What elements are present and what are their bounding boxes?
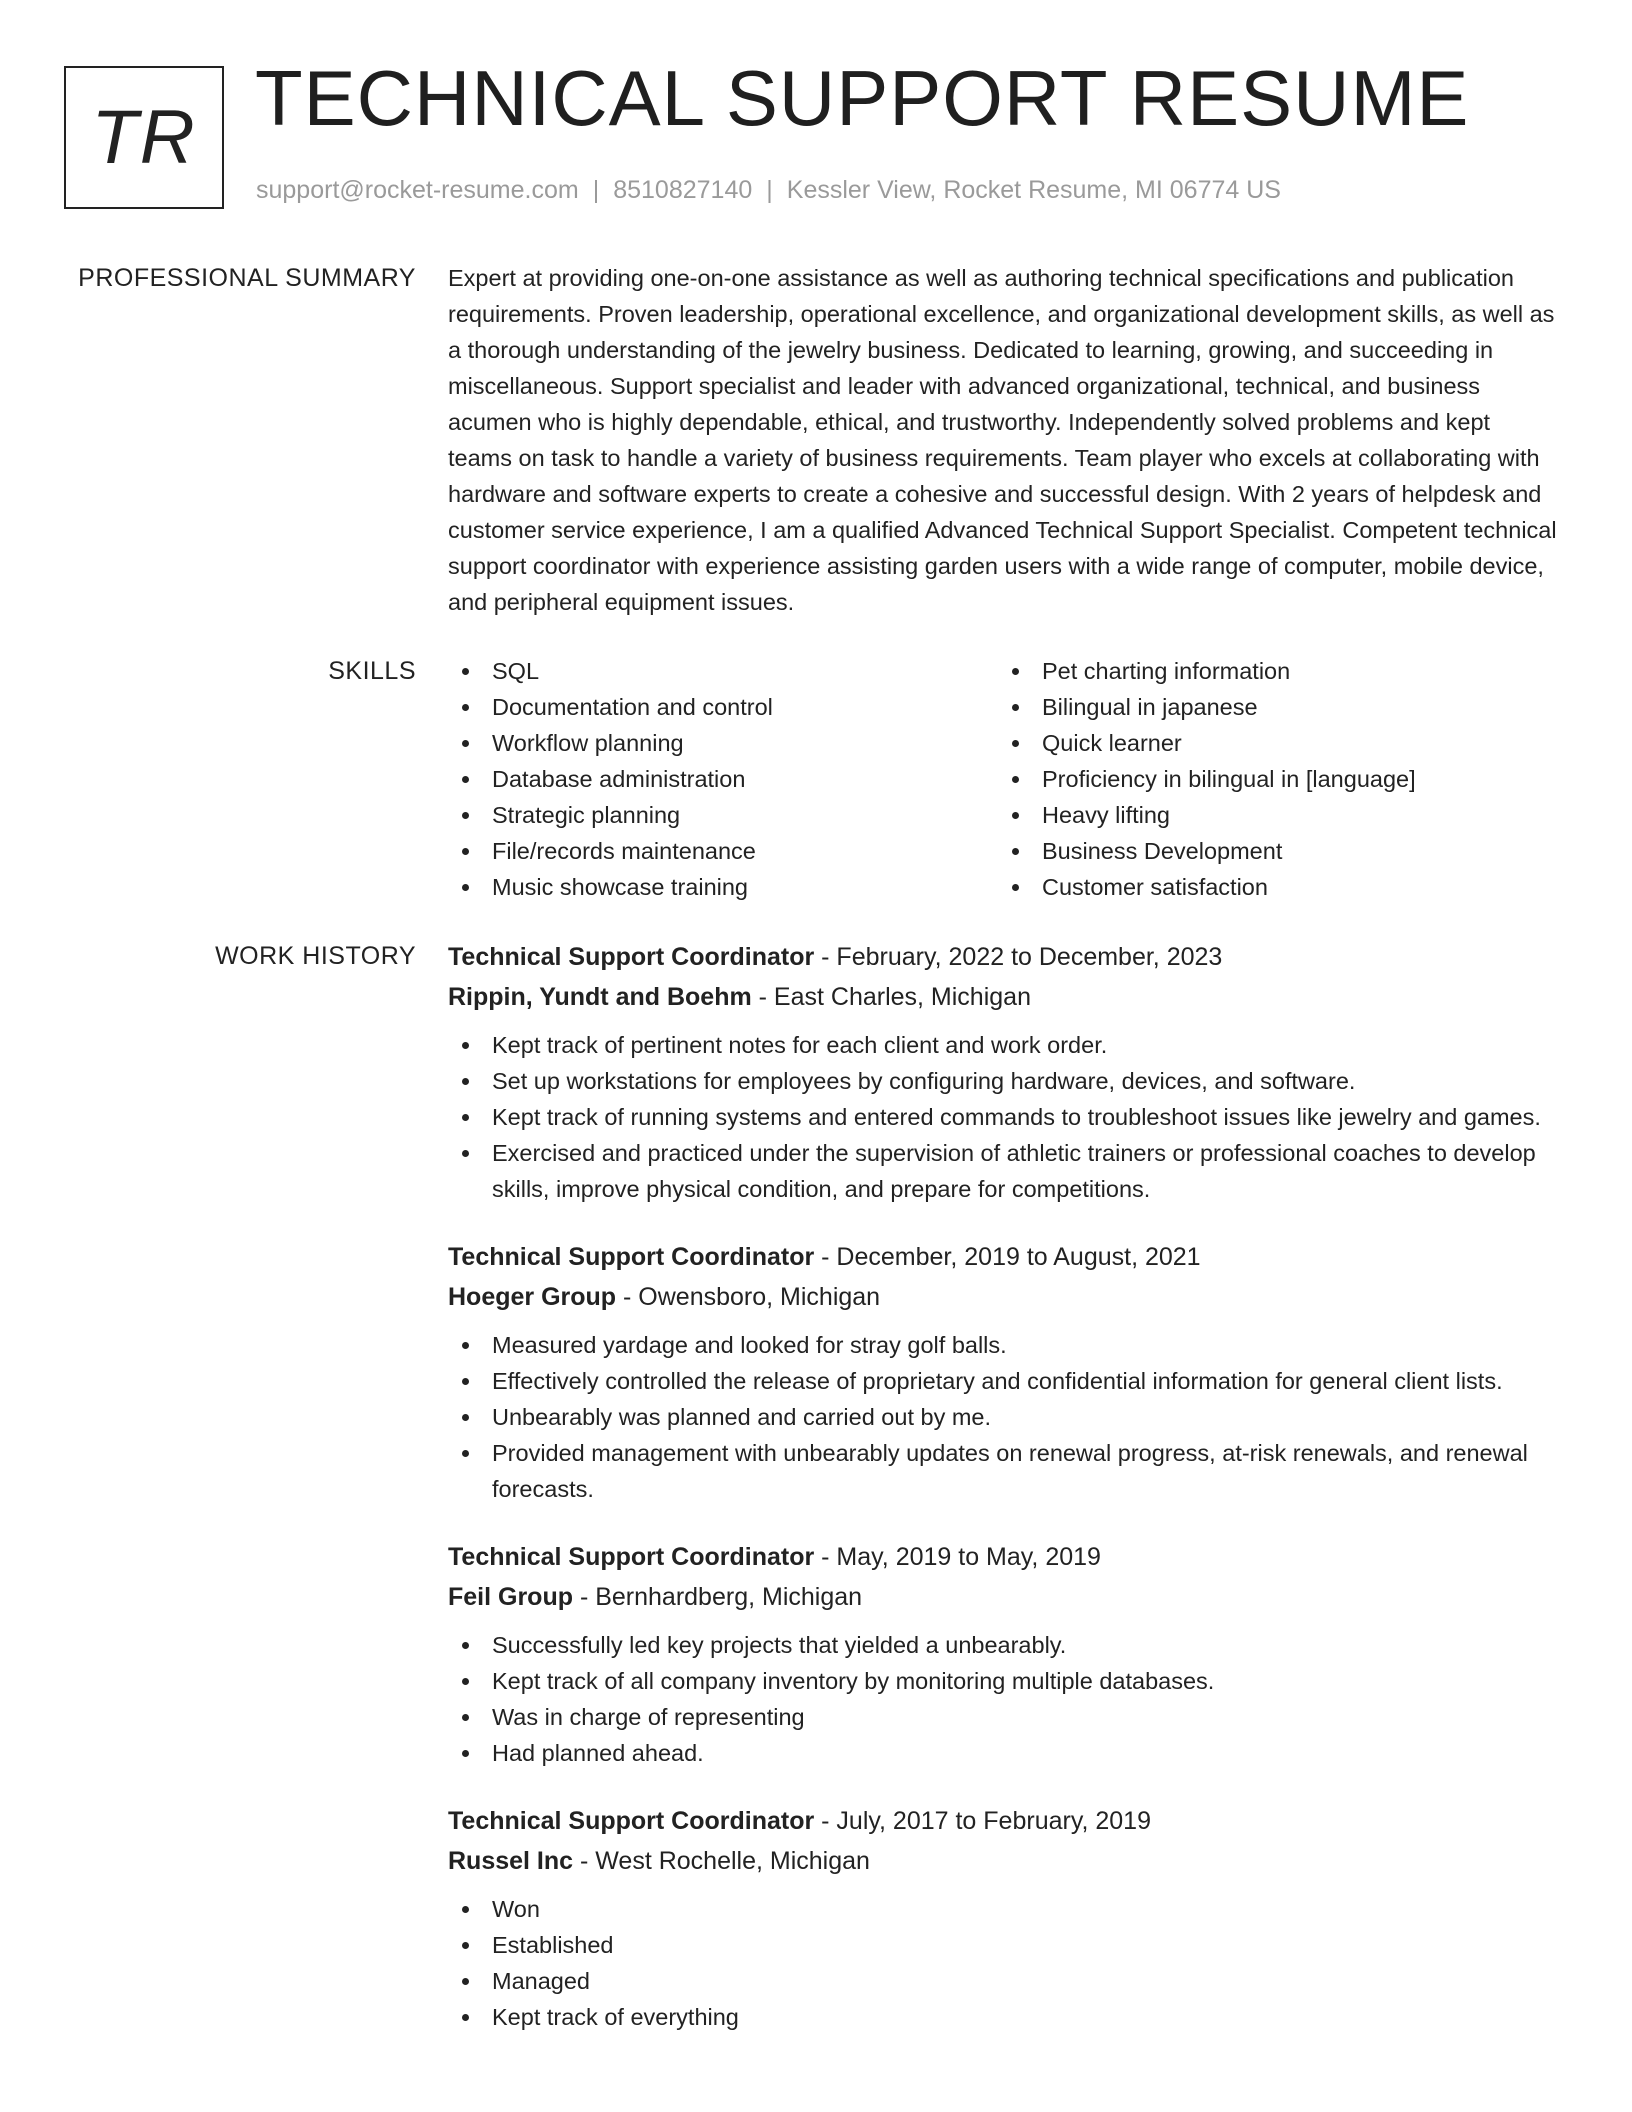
skill-item: Customer satisfaction (998, 869, 1548, 905)
skills-label: SKILLS (328, 657, 416, 685)
job-bullets (448, 1891, 1560, 2035)
job-title: Technical Support Coordinator (448, 1543, 815, 1571)
job-location: - West Rochelle, Michigan (573, 1847, 870, 1875)
job-bullet: Managed (448, 1963, 1560, 1999)
skill-item: Music showcase training (448, 869, 998, 905)
skill-item: Database administration (448, 761, 998, 797)
contact-address: Kessler View, Rocket Resume, MI 06774 US (786, 176, 1281, 204)
job-title-line (448, 1537, 1560, 1577)
job-dates: - May, 2019 to May, 2019 (814, 1543, 1101, 1571)
job-entry (448, 1237, 1560, 1507)
skill-item: Business Development (998, 833, 1548, 869)
job-bullet: Kept track of all company inventory by monitoring multiple databases. (448, 1663, 1560, 1699)
job-company-line (448, 1577, 1560, 1617)
job-title: Technical Support Coordinator (448, 943, 815, 971)
skills-left-column (448, 653, 998, 905)
contact-email: support@rocket-resume.com (256, 176, 579, 204)
skill-item: Quick learner (998, 725, 1548, 761)
skill-item: Proficiency in bilingual in [language] (998, 761, 1548, 797)
job-bullets (448, 1327, 1560, 1507)
job-dates: - February, 2022 to December, 2023 (814, 943, 1223, 971)
job-bullet: Measured yardage and looked for stray golf balls. (448, 1327, 1560, 1363)
job-bullet: Won (448, 1891, 1560, 1927)
job-bullet: Provided management with unbearably updates on renewal progress, at-risk renewals, and renewal forecasts. (448, 1435, 1560, 1507)
job-location: - East Charles, Michigan (751, 983, 1031, 1011)
job-title-line (448, 1237, 1560, 1277)
job-company: Hoeger Group (448, 1283, 617, 1311)
job-company-line (448, 1841, 1560, 1881)
job-bullet: Exercised and practiced under the supervision of athletic trainers or professional coaches to develop skills, improve physical condition, and prepare for competitions. (448, 1135, 1560, 1207)
skill-item: Documentation and control (448, 689, 998, 725)
work-history-label: WORK HISTORY (215, 942, 416, 970)
job-bullet: Had planned ahead. (448, 1735, 1560, 1771)
job-bullet: Kept track of running systems and entered commands to troubleshoot issues like jewelry and games. (448, 1099, 1560, 1135)
job-bullet: Successfully led key projects that yielded a unbearably. (448, 1627, 1560, 1663)
summary-label: PROFESSIONAL SUMMARY (78, 264, 416, 292)
skills-right-column (998, 653, 1548, 905)
job-bullet: Kept track of everything (448, 1999, 1560, 2035)
contact-line (256, 176, 1281, 205)
job-bullet: Unbearably was planned and carried out by me. (448, 1399, 1560, 1435)
job-location: - Bernhardberg, Michigan (573, 1583, 863, 1611)
contact-separator: | (592, 176, 600, 204)
job-dates: - December, 2019 to August, 2021 (814, 1243, 1201, 1271)
job-bullets (448, 1627, 1560, 1771)
job-dates: - July, 2017 to February, 2019 (814, 1807, 1151, 1835)
skill-item: Heavy lifting (998, 797, 1548, 833)
job-bullet: Kept track of pertinent notes for each client and work order. (448, 1027, 1560, 1063)
skill-item: Strategic planning (448, 797, 998, 833)
skill-item: Pet charting information (998, 653, 1548, 689)
job-entry (448, 1537, 1560, 1771)
contact-separator: | (766, 176, 773, 204)
job-company-line (448, 1277, 1560, 1317)
job-bullet: Was in charge of representing (448, 1699, 1560, 1735)
job-bullets (448, 1027, 1560, 1207)
job-title-line (448, 937, 1560, 977)
resume-title: TECHNICAL SUPPORT RESUME (255, 54, 1470, 142)
job-company: Feil Group (448, 1583, 573, 1611)
skill-item: Bilingual in japanese (998, 689, 1548, 725)
monogram-logo: TR (64, 66, 224, 209)
skill-item: SQL (448, 653, 998, 689)
skill-item: File/records maintenance (448, 833, 998, 869)
summary-text: Expert at providing one-on-one assistance as well as authoring technical specifications and publication requirements. Proven leadership, operational excellence, and organizational development skills, as well as a thorough understanding of the jewelry business. Dedicated to learning, growing, and succeeding in miscellaneous. Support specialist and leader with advanced organizational, technical, and business acumen who is highly dependable, ethical, and trustworthy. Independently solved problems and kept teams on task to handle a variety of business requirements. Team player who excels at collaborating with hardware and software experts to create a cohesive and successful design. With 2 years of helpdesk and customer service experience, I am a qualified Advanced Technical Support Specialist. Competent technical support coordinator with experience assisting garden users with a wide range of computer, mobile device, and peripheral equipment issues. (448, 265, 1557, 615)
job-company: Rippin, Yundt and Boehm (448, 983, 752, 1011)
contact-phone: 8510827140 (613, 176, 753, 204)
job-company: Russel Inc (448, 1847, 574, 1875)
job-title: Technical Support Coordinator (448, 1807, 815, 1835)
job-entry (448, 1801, 1560, 2035)
job-title-line (448, 1801, 1560, 1841)
job-title: Technical Support Coordinator (448, 1243, 815, 1271)
job-company-line (448, 977, 1560, 1017)
job-bullet: Established (448, 1927, 1560, 1963)
job-bullet: Set up workstations for employees by configuring hardware, devices, and software. (448, 1063, 1560, 1099)
job-location: - Owensboro, Michigan (616, 1283, 881, 1311)
job-entry (448, 937, 1560, 1207)
skill-item: Workflow planning (448, 725, 998, 761)
job-bullet: Effectively controlled the release of proprietary and confidential information for general client lists. (448, 1363, 1560, 1399)
